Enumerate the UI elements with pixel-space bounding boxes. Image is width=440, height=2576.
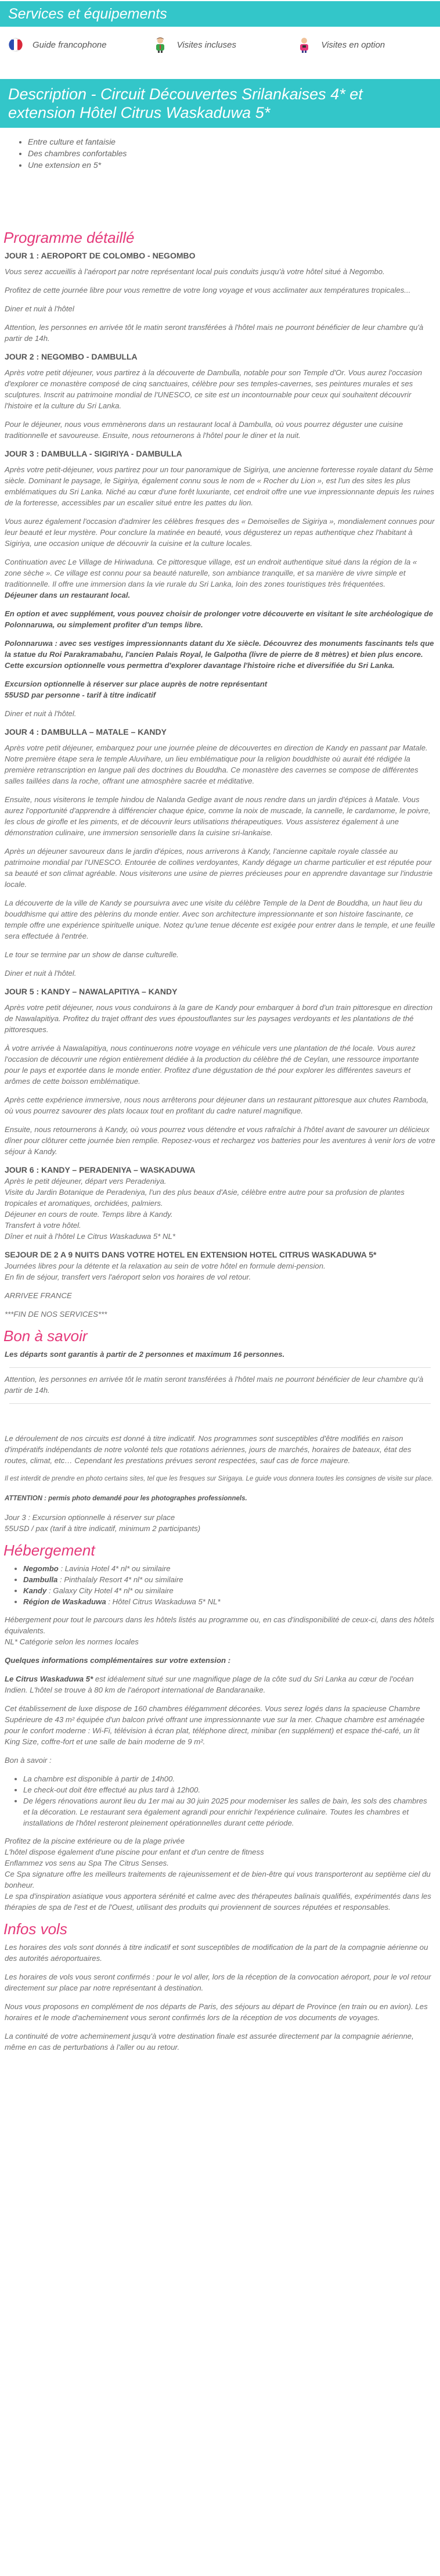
text: Continuation avec Le Village de Hiriwaduna. Ce pittoresque village, est un endroit authentique situé dans la région de la « zone sèche ». Ce village est connu pour sa beauté naturelle, son ambiance tranquille, et sa manière de vivre simple et traditionnelle. Il offre une immersion dans la vie rurale du Sri Lanka, loin des zones touristiques très fréquentées. [5,558,417,588]
hotel-place: Région de Waskaduwa [23,1597,106,1606]
day-title: JOUR 6 : KANDY – PERADENIYA – WASKADUWA [5,1165,196,1174]
paragraph: NL* Catégorie selon les normes locales [5,1637,139,1646]
paragraph: Après votre petit déjeuner, vous partirez à la découverte de Dambulla, notable pour son Temple d'Or. Vous aurez l'occasion d'explorer ce monastère composé de cinq sanctuaires, célèbre pour ses temples-cavernes, ses peintures murales et ses sculptures. Inscrit au patrimoine mondial de l'UNESCO, ce site est un incontournable pour ceux qui souhaitent découvrir l'histoire et la culture du Sri Lanka. [5,368,423,410]
paragraph: Après votre petit déjeuner, nous vous conduirons à la gare de Kandy pour embarquer à bord d'un train pittoresque en direction de Nawalapitiya. Profitez du trajet offrant des vues époustouflantes sur les paysages verdoyants et les plantations de thé pittoresques. [5,1003,433,1034]
paragraph: Cet établissement de luxe dispose de 160 chambres élégamment décorées. Vous serez logés dans la spacieuse Chambre Supérieure de 43 m² équipée d'un balcon privé offrant une impressionnante vue sur la mer. Chaque chambre est aménagée pour le confort moderne : Wi-Fi, télévision à écran plat, téléphone direct, minibar (en supplément) et espace thé-café, un lit King Size, coffre-fort et une salle de bain moderne de 9 m². [5,1704,425,1746]
list-item: • Des chambres confortables [28,148,440,159]
bon-a-savoir-section [0,1349,440,1534]
paragraph [5,556,435,601]
service-label: Visites incluses [176,39,236,50]
hotel-name: : Galaxy City Hotel 4* nl* ou similaire [48,1586,174,1595]
paragraph [5,678,435,700]
bon-a-savoir-title: Bon à savoir [3,1327,88,1345]
paragraph: Après un déjeuner savoureux dans le jardin d'épices, nous arriverons à Kandy, l'ancienne capitale royale classée au patrimoine mondial par l'UNESCO. Entourée de collines verdoyantes, Kandy dégage un charme particulier et est réputée pour sa beauté et son climat agréable. Nous visiterons une usine de pierres précieuses pour en apprendre davantage sur l'industrie locale. [5,847,433,889]
services-header: Services et équipements [0,1,440,27]
paragraph [5,1492,435,1504]
paragraph: Le spa d'inspiration asiatique vous apportera sérénité et calme avec des thérapeutes balinais qualifiés, expérimentés dans les thérapies de spa de l'est et de l'Ouest, utilisant des produits qui proviennent de sources réputées et responsables. [5,1892,431,1912]
page [0,1,440,2053]
paragraph: Vous aurez également l'occasion d'admirer les célèbres fresques des « Demoiselles de Sigiriya », mondialement connues pour leur beauté et leur mystère. Pour conclure la matinée en beauté, vous dégusterez un repas authentique chez l'habitant à Sigiriya, une occasion unique de découvrir la cuisine et la culture locales. [5,517,435,548]
hotel-name: : Hôtel Citrus Waskaduwa 5* NL* [108,1597,221,1606]
paragraph: Après votre petit-déjeuner, vous partirez pour un tour panoramique de Sigiriya, une ancienne forteresse royale datant du 5ème siècle. Dominant le paysage, le Sigiriya, également connu sous le nom de « Rocher du Lion », est l'un des sites les plus emblématiques du Sri Lanka. Niché au cœur d'une forêt luxuriante, cet endroit offre une vue impressionnante depuis les ruines de la forteresse, accessibles par un escalier situé entre les pattes du lion. [5,465,434,507]
programme-section [0,250,440,1320]
paragraph: ARRIVEE FRANCE [5,1291,72,1300]
paragraph: Déjeuner en cours de route. Temps libre à Kandy. [5,1210,173,1219]
divider [9,1367,431,1368]
hebergement-section [0,1563,440,1913]
paragraph: Diner et nuit à l'hôtel. [5,969,77,978]
paragraph: Dîner et nuit à l'hôtel Le Citrus Waskaduwa 5* NL* [5,1232,176,1241]
text-bold: ATTENTION : permis photo demandé pour les photographes professionnels. [5,1495,247,1502]
sejour-title: SEJOUR DE 2 A 9 NUITS DANS VOTRE HOTEL EN EXTENSION HOTEL CITRUS WASKADUWA 5* [5,1250,377,1259]
list-item: • Le check-out doit être effectué au plus tard à 12h00. [23,1784,435,1795]
paragraph: Le tour se termine par un show de danse culturelle. [5,950,179,959]
hebergement-title: Hébergement [3,1542,95,1559]
paragraph: Pour le déjeuner, nous vous emmènerons dans un restaurant local à Dambulla, où vous pourrez déguster une cuisine traditionnelle et savoureuse. Ensuite, nous retournerons à l'hôtel pour le diner et la nuit. [5,420,403,440]
text-bold: 55USD par personne - tarif à titre indicatif [5,691,156,699]
paragraph: Les horaires des vols sont donnés à titre indicatif et sont susceptibles de modification de la part de la compagnie aérienne ou des autorités aéroportuaires. [5,1943,428,1963]
list-item [23,1585,435,1596]
paragraph: Bon à savoir : [5,1756,52,1765]
list-item [23,1596,435,1607]
paragraph: Diner et nuit à l'hôtel [5,304,74,313]
paragraph: La continuité de votre acheminement jusqu'à votre destination finale est assurée directement par la compagnie aérienne, même en cas de perturbations à l'aller ou au retour. [5,2032,414,2052]
paragraph: Il est interdit de prendre en photo certains sites, tel que les fresques sur Sirigaya. Le guide vous donnera toutes les consignes de visite sur place. [5,1475,434,1482]
text: Jour 3 : Excursion optionnelle à réserver sur place [5,1513,175,1522]
paragraph: Attention, les personnes en arrivée tôt le matin seront transférées à l'hôtel mais ne pourront bénéficier de leur chambre qu'à partir de 14h. [5,323,424,343]
hotel-list [5,1563,435,1607]
day-title: JOUR 1 : AEROPORT DE COLOMBO - NEGOMBO [5,251,196,260]
text: 55USD / pax (tarif à titre indicatif, minimum 2 participants) [5,1524,201,1533]
services-row [0,27,440,63]
paragraph: L'hôtel dispose également d'une piscine pour enfant et d'un centre de fitness [5,1848,264,1856]
divider [9,1403,431,1404]
guide-person-icon [152,36,169,53]
list-item [23,1574,435,1585]
paragraph: Les horaires de vols vous seront confirmés : pour le vol aller, lors de la réception de la convocation aéroport, pour le vol retour directement sur place par notre représentant à destination. [5,1973,431,1992]
paragraph: Journées libres pour la détente et la relaxation au sein de votre hôtel en formule demi-pension. [5,1262,326,1270]
paragraph: Profitez de la piscine extérieure ou de la plage privée [5,1837,185,1845]
text-bold: Le Citrus Waskaduwa 5* [5,1675,93,1683]
text-bold: Déjeuner dans un restaurant local. [5,591,131,599]
hotel-place: Dambulla [23,1575,58,1584]
text: est idéalement situé sur une magnifique plage de la côte sud du Sri Lanka au cœur de l'océan Indien. L'hôtel se trouve à 80 km de l'aéroport international de Bandaranaike. [5,1675,414,1694]
paragraph: Après votre petit déjeuner, embarquez pour une journée pleine de découvertes en direction de Kandy en passant par Matale. Notre première étape sera le temple Aluvihare, un lieu emblématique pour la religion bouddhiste où aurait été rédigée la première retranscription en langue pali des doctrines du Bouddha. Ce monastère des cavernes se compose de différentes salles taillées dans la roche, offrant une atmosphère sacrée et méditative. [5,743,428,785]
paragraph: La découverte de la ville de Kandy se poursuivra avec une visite du célèbre Temple de la Dent de Bouddha, un haut lieu du bouddhisme qui attire des pèlerins du monde entier. Avec son architecture impressionnante et son histoire fascinante, ce temple offre une expérience spirituelle unique. Notez qu'une tenue décente est exigée pour entrer dans le temple, et une feuille sera effectuée à l'entrée. [5,899,435,940]
list-item: • Entre culture et fantaisie [28,136,440,148]
paragraph: Transfert à votre hôtel. [5,1221,81,1230]
service-label: Guide francophone [33,39,107,50]
day-title: JOUR 3 : DAMBULLA - SIGIRIYA - DAMBULLA [5,449,182,458]
paragraph: Après le petit déjeuner, départ vers Peradeniya. [5,1177,167,1185]
paragraph: Diner et nuit à l'hôtel. [5,709,77,718]
flag-france-icon [7,36,24,53]
paragraph: Nous vous proposons en complément de nos départs de Paris, des séjours au départ de Province (en train ou en avion). Les horaires et le mode d'acheminement vous seront confirmés lors de la réception de vos documents de voyages. [5,2002,428,2022]
paragraph [5,638,435,671]
paragraph [5,1512,435,1534]
paragraph: À votre arrivée à Nawalapitiya, nous continuerons notre voyage en véhicule vers une plantation de thé locale. Vous aurez l'occasion de découvrir une région entièrement dédiée à la production du célèbre thé de Ceylan, une ressource importante pour le pays et exportée dans le monde entier. Profitez d'une dégustation de thé pour explorer les différentes saveurs et arômes de cette boisson emblématique. [5,1044,419,1086]
paragraph: Ce Spa signature offre les meilleurs traitements de rajeunissement et de bien-être qui vous transporteront au septième ciel du bonheur. [5,1870,431,1889]
paragraph: Attention, les personnes en arrivée tôt le matin seront transférées à l'hôtel mais ne pourront bénéficier de leur chambre qu'à partir de 14h. [5,1375,424,1395]
text-bold: Les départs sont garantis à partir de 2 personnes et maximum 16 personnes. [5,1350,285,1359]
hotel-place: Kandy [23,1586,47,1595]
hotel-name: : Lavinia Hotel 4* nl* ou similaire [60,1564,171,1573]
text-bold: Excursion optionnelle à réserver sur place auprès de notre représentant [5,680,268,688]
paragraph: Profitez de cette journée libre pour vous remettre de votre long voyage et vous acclimater aux températures tropicales... [5,286,411,294]
list-item: • De légers rénovations auront lieu du 1er mai au 30 juin 2025 pour moderniser les salles de bain, les sols des chambres et la décoration. Le restaurant sera également agrandi pour enrichir l'expérience culinaire. Toutes les chambres et installations de l'hôtel resteront pleinement opérationnelles durant cette période. [23,1795,435,1828]
paragraph: Ensuite, nous retournerons à Kandy, où vous pourrez vous détendre et vous rafraîchir à l'hôtel avant de savourer un délicieux dîner pour clôturer cette journée bien remplie. Reposez-vous et rechargez vos batteries pour les aventures à venir lors de votre séjour à Kandy. [5,1125,435,1156]
service-label: Visites en option [321,39,385,50]
paragraph: Après cette expérience immersive, nous nous arrêterons pour déjeuner dans un restaurant pittoresque aux chutes Rambodа, où vous pourrez savourer des plats locaux tout en profitant du cadre naturel magnifique. [5,1095,429,1115]
paragraph: Hébergement pour tout le parcours dans les hôtels listés au programme ou, en cas d'indisponibilité de ceux-ci, dans des hôtels équivalents. [5,1615,434,1635]
infos-vols-section [0,1942,440,2053]
paragraph: Visite du Jardin Botanique de Peradeniya, l'un des plus beaux d'Asie, célèbre entre autre pour sa profusion de plantes tropicales et aromatiques, orchidées, palmiers. [5,1188,405,1208]
paragraph [5,1655,435,1666]
service-item [295,36,440,53]
infos-vols-title: Infos vols [3,1920,67,1938]
paragraph: Vous serez accueillis à l'aéroport par notre représentant local puis conduits jusqu'à votre hôtel situé à Negombo. [5,267,385,276]
text-bold: Polonnaruwa : avec ses vestiges impressionnants datant du Xe siècle. Découvrez des monuments fascinants tels que la statue du Roi Parakramabahu, l'ancien Palais Royal, le Galpotha (livre de pierre de 8 mètres) et bien plus encore. Cette excursion optionnelle vous permettra d'explorer davantage l'histoire riche et diversifiée du Sri Lanka. [5,639,434,670]
hotel-place: Negombo [23,1564,59,1573]
info-list [5,1773,435,1828]
list-item: • Une extension en 5* [28,159,440,171]
text-bold: Quelques informations complémentaires sur votre extension : [5,1656,231,1665]
paragraph [5,1673,435,1695]
description-bullets [0,136,440,171]
tourist-person-icon [295,36,313,53]
text-bold: En option et avec supplément, vous pouvez choisir de prolonger votre découverte en visitant le site archéologique de Polonnaruwa, ou simplement profiter d'un temps libre. [5,609,433,629]
paragraph: Enflammez vos sens au Spa The Citrus Senses. [5,1859,169,1867]
day-title: JOUR 2 : NEGOMBO - DAMBULLA [5,352,138,361]
paragraph: Ensuite, nous visiterons le temple hindou de Nalanda Gedige avant de nous rendre dans un jardin d'épices à Matale. Vous aurez l'opportunité d'apprendre à différencier chaque épice, comme la noix de muscade, la cannelle, le cardamome, le poivre, les clous de girofle et les piments, et de découvrir leurs utilisations thérapeutiques. Vous assisterez également à une démonstration culinaire, une immersion sensorielle dans la cuisine sri-lankaise. [5,795,431,837]
service-item [152,36,296,53]
paragraph: Le déroulement de nos circuits est donné à titre indicatif. Nos programmes sont susceptibles d'être modifiés en raison d'impératifs indépendants de notre volonté tels que rotations aériennes, jours de marchés, horaires de bateaux, état des routes, climat, etc… Cependant les prestations prévues seront respectées, sauf cas de force majeure. [5,1434,412,1465]
description-header: Description - Circuit Découvertes Srilankaises 4* et extension Hôtel Citrus Waskaduwa 5* [0,79,440,128]
list-item: • La chambre est disponible à partir de 14h00. [23,1773,435,1784]
paragraph [5,608,435,630]
paragraph: ***FIN DE NOS SERVICES*** [5,1310,107,1318]
service-item [7,36,152,53]
paragraph [5,1349,435,1360]
day-title: JOUR 5 : KANDY – NAWALAPITIYA – KANDY [5,987,178,996]
list-item [23,1563,435,1574]
paragraph: En fin de séjour, transfert vers l'aéroport selon vos horaires de vol retour. [5,1273,251,1281]
hotel-name: : Pinthalaly Resort 4* nl* ou similaire [60,1575,183,1584]
programme-title: Programme détaillé [3,229,135,246]
day-title: JOUR 4 : DAMBULLA – MATALE – KANDY [5,727,167,736]
